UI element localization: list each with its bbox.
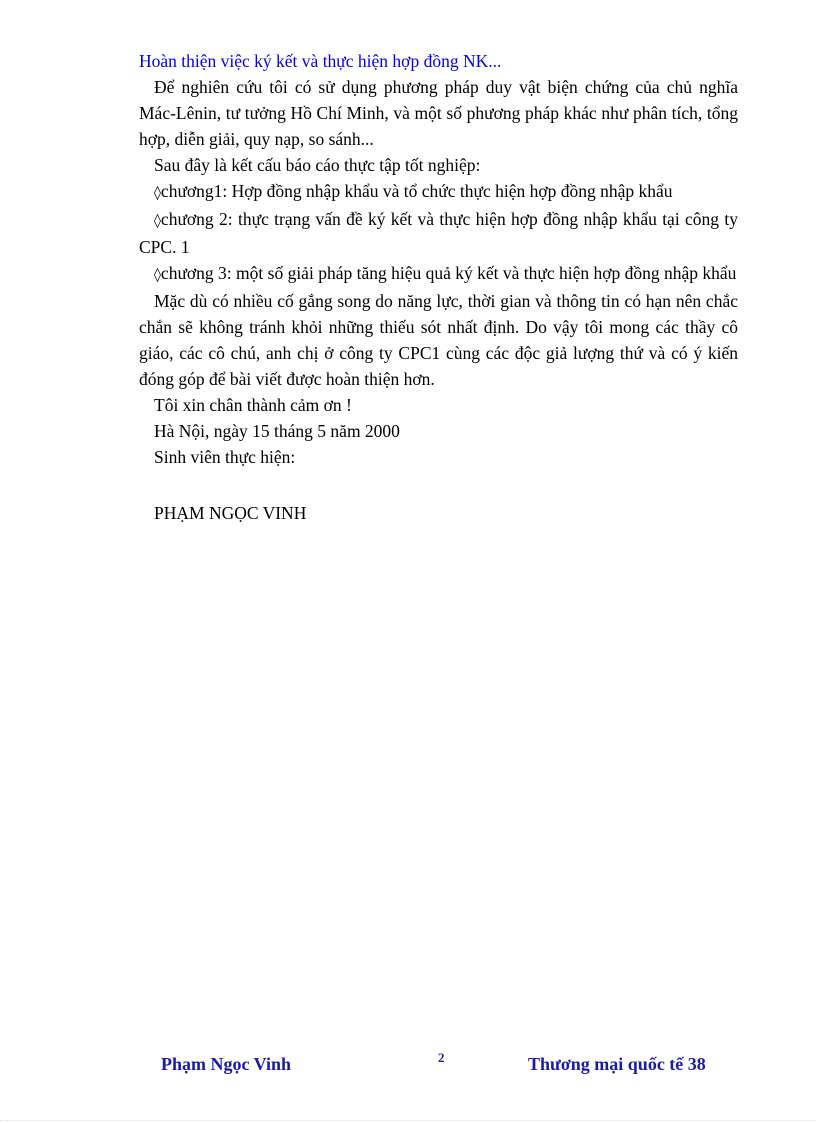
chapter-item xyxy=(139,260,738,288)
diamond-bullet-icon: ◊ xyxy=(154,267,161,283)
place-date: Hà Nội, ngày 15 tháng 5 năm 2000 xyxy=(154,421,400,441)
chapter-item xyxy=(139,206,738,260)
chapter-text: chương1: Hợp đồng nhập khẩu và tổ chức thực hiện hợp đồng nhập khẩu xyxy=(160,181,673,201)
page-footer xyxy=(0,1050,816,1080)
document-title: Hoàn thiện việc ký kết và thực hiện hợp đồng NK... xyxy=(139,51,502,71)
document-body xyxy=(139,48,738,526)
diamond-bullet-icon: ◊ xyxy=(154,185,161,201)
footer-subject: Thương mại quốc tế 38 xyxy=(528,1054,706,1074)
signer-name: PHẠM NGỌC VINH xyxy=(154,503,307,523)
chapter-text: chương 2: thực trạng vấn đề ký kết và thực hiện hợp đồng nhập khẩu tại công ty CPC. 1 xyxy=(139,209,738,257)
signer-label: Sinh viên thực hiện: xyxy=(154,447,296,467)
chapter-text: chương 3: một số giải pháp tăng hiệu quả ký kết và thực hiện hợp đồng nhập khẩu xyxy=(160,263,737,283)
page-number: 2 xyxy=(438,1050,445,1065)
thanks-line: Tôi xin chân thành cảm ơn ! xyxy=(154,395,352,415)
footer-author: Phạm Ngọc Vinh xyxy=(161,1054,292,1074)
chapter-item xyxy=(139,178,738,206)
diamond-bullet-icon: ◊ xyxy=(154,213,161,229)
structure-intro: Sau đây là kết cấu báo cáo thực tập tốt nghiệp: xyxy=(154,155,481,175)
intro-paragraph: Để nghiên cứu tôi có sử dụng phương pháp duy vật biện chứng của chủ nghĩa Mác-Lênin, tư tưởng Hồ Chí Minh, và một số phương pháp khác như phân tích, tổng hợp, diễn giải, quy nạp, so sánh... xyxy=(139,77,738,149)
page-bottom-divider xyxy=(0,1120,816,1121)
closing-paragraph: Mặc dù có nhiều cố gắng song do năng lực, thời gian và thông tin có hạn nên chắc chắn sẽ không tránh khỏi những thiếu sót nhất định. Do vậy tôi mong các thầy cô giáo, các cô chú, anh chị ở công ty CPC1 cùng các độc giả lượng thứ và có ý kiến đóng góp để bài viết được hoàn thiện hơn. xyxy=(139,291,738,389)
